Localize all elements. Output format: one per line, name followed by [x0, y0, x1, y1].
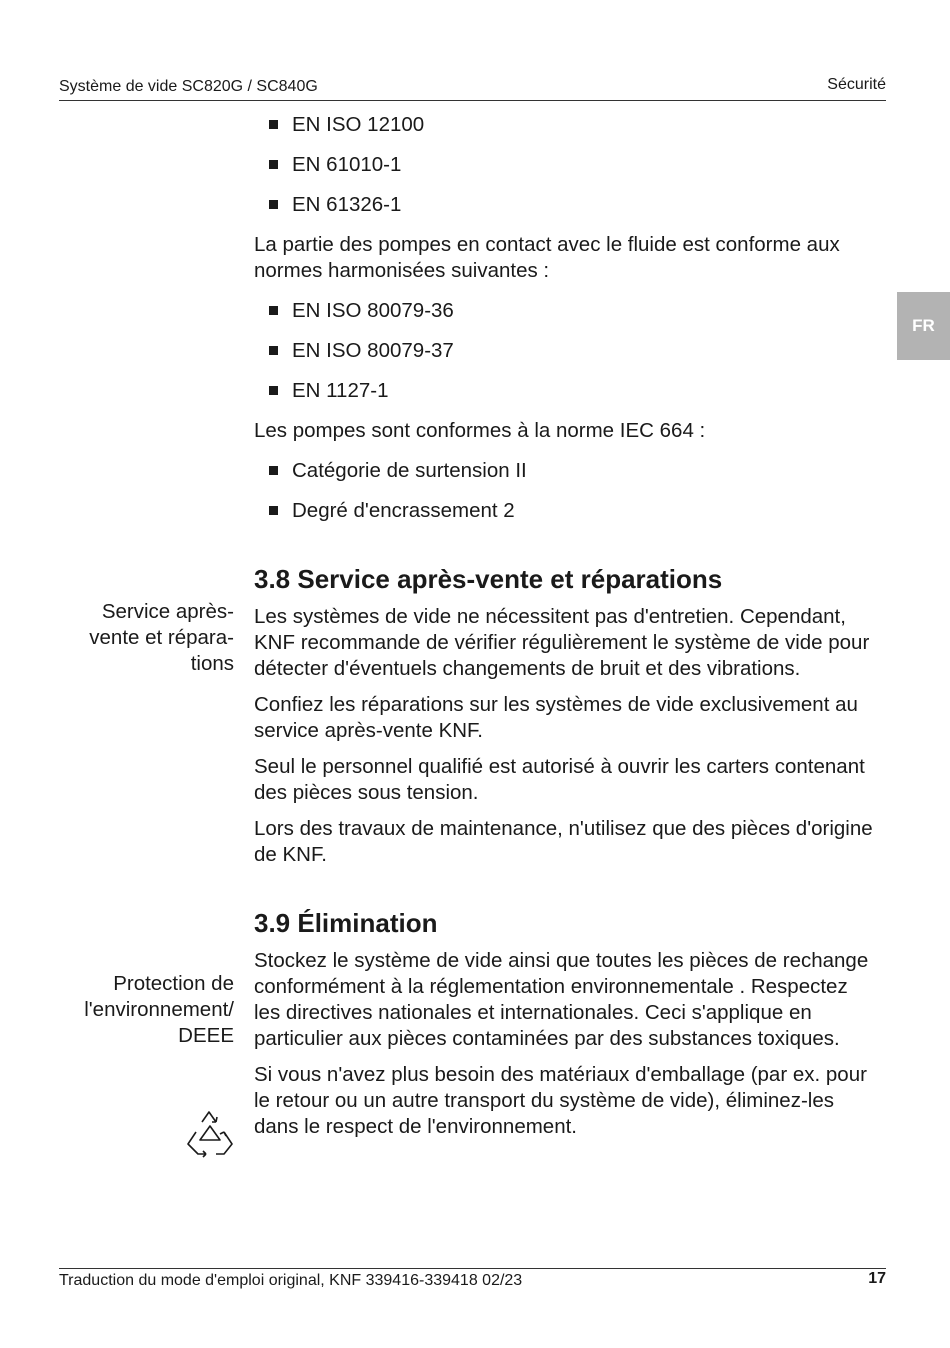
- standards-list: [254, 112, 876, 218]
- list-item: EN 1127-1: [254, 378, 876, 404]
- side-label-line: l'environnement/: [84, 998, 234, 1021]
- side-label-line: vente et répara-: [89, 626, 234, 649]
- side-label-line: Protection de: [113, 972, 234, 995]
- list-item: EN ISO 80079-37: [254, 338, 876, 364]
- paragraph: Seul le personnel qualifié est autorisé à ouvrir les carters contenant des pièces sous tension.: [254, 755, 865, 804]
- side-label-line: tions: [190, 652, 234, 675]
- running-header-section: Sécurité: [827, 76, 886, 93]
- footer-divider: [59, 1268, 886, 1269]
- side-label-service: [89, 599, 234, 677]
- harmonised-standards-list: [254, 298, 876, 404]
- page-number: 17: [868, 1270, 886, 1287]
- list-item: EN ISO 80079-36: [254, 298, 876, 324]
- list-item: Catégorie de surtension II: [254, 458, 876, 484]
- main-column: [254, 112, 876, 1150]
- side-label-line: Service après-: [101, 600, 234, 623]
- list-item: EN ISO 12100: [254, 112, 876, 138]
- paragraph: Confiez les réparations sur les systèmes de vide exclusivement au service après-vente KNF.: [254, 693, 858, 742]
- paragraph-harmonised: La partie des pompes en contact avec le fluide est conforme aux normes harmonisées suivantes :: [254, 233, 840, 282]
- list-item: EN 61010-1: [254, 152, 876, 178]
- running-header-title: Système de vide SC820G / SC840G: [59, 78, 318, 95]
- list-item: Degré d'encrassement 2: [254, 498, 876, 524]
- paragraph-iec: Les pompes sont conformes à la norme IEC 664 :: [254, 419, 706, 442]
- iec-list: [254, 458, 876, 524]
- paragraph: Si vous n'avez plus besoin des matériaux d'emballage (par ex. pour le retour ou un autre transport du système de vide), éliminez-les dans le respect de l'environnement.: [254, 1063, 867, 1138]
- header-divider: [59, 100, 886, 101]
- recycle-icon: [184, 1108, 236, 1160]
- side-label-line: DEEE: [178, 1024, 234, 1047]
- language-tab: FR: [897, 292, 950, 360]
- section-heading-3-9: 3.9 Élimination: [254, 908, 438, 938]
- list-item: EN 61326-1: [254, 192, 876, 218]
- section-heading-3-8: 3.8 Service après-vente et réparations: [254, 564, 723, 594]
- paragraph: Stockez le système de vide ainsi que toutes les pièces de rechange conformément à la réglementation environnementale . Respectez les directives nationales et internationales. Ceci s'applique en particulier aux pièces contaminées par des substances toxiques.: [254, 949, 869, 1050]
- paragraph: Les systèmes de vide ne nécessitent pas d'entretien. Cependant, KNF recommande de vérifier régulièrement le système de vide pour détecter d'éventuels changements de bruit et des vibrations.: [254, 605, 870, 680]
- paragraph: Lors des travaux de maintenance, n'utilisez que des pièces d'origine de KNF.: [254, 817, 873, 866]
- footer-text: Traduction du mode d'emploi original, KNF 339416-339418 02/23: [59, 1272, 523, 1289]
- side-label-environment: [84, 971, 234, 1049]
